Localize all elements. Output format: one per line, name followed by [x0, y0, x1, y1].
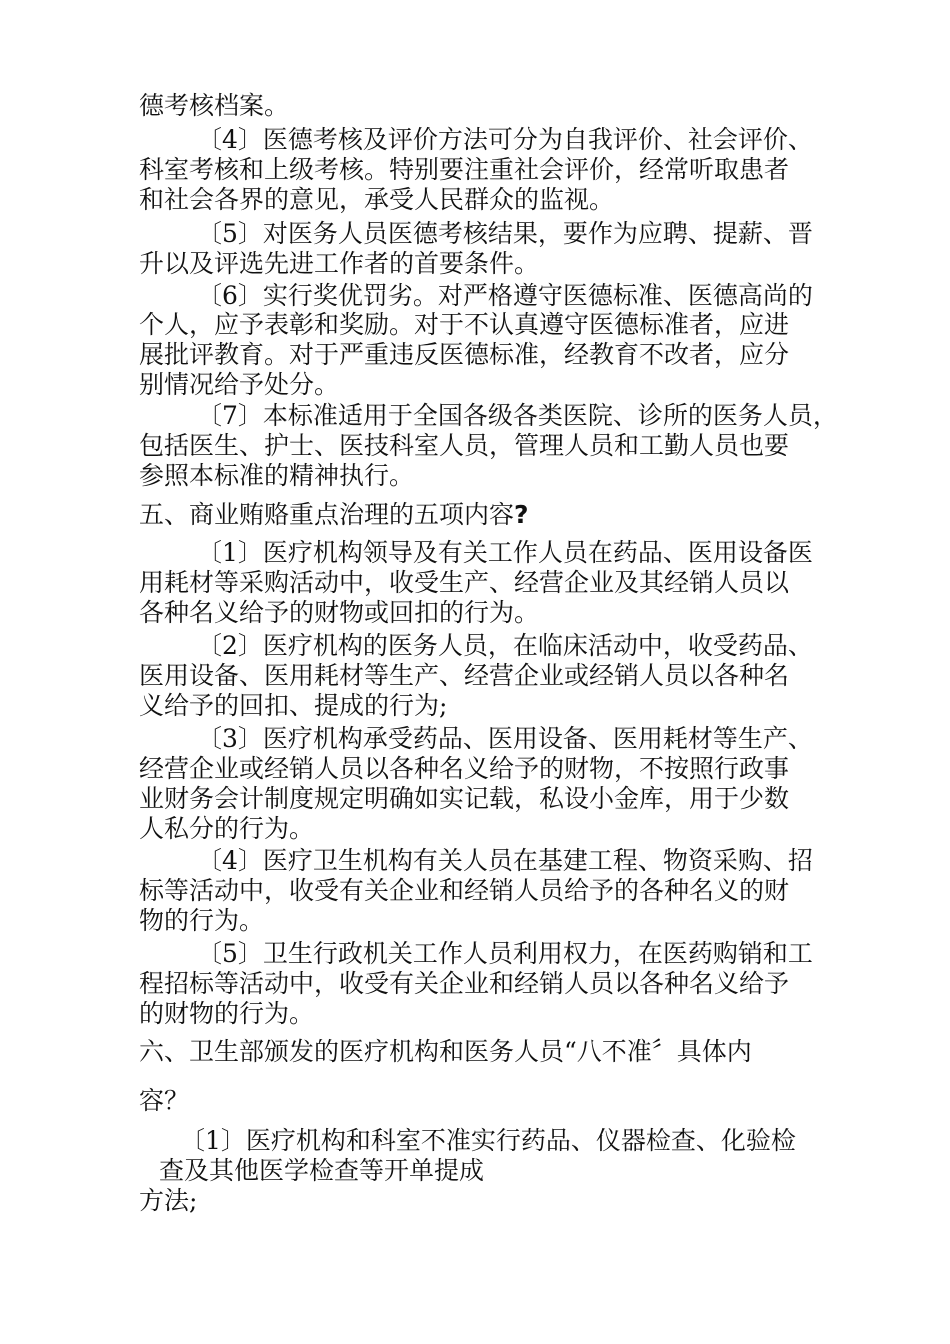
section-heading: 六、卫生部颁发的医疗机构和医务人员“八不准〞具体内 — [139, 1037, 752, 1066]
question-mark: ? — [514, 500, 529, 529]
text-line: 程招标等活动中，收受有关企业和经销人员以各种名义给予 — [139, 969, 790, 998]
text-line: 〔5〕对医务人员医德考核结果，要作为应聘、提薪、晋 — [197, 219, 813, 248]
text-line: 〔4〕医疗卫生机构有关人员在基建工程、物资采购、招 — [197, 846, 813, 875]
text-line: 〔7〕本标准适用于全国各级各类医院、诊所的医务人员， — [197, 401, 838, 430]
section-heading-text: 五、商业贿赂重点治理的五项内容 — [139, 500, 515, 529]
text-line: 〔4〕医德考核及评价方法可分为自我评价、社会评价、 — [197, 125, 813, 154]
text-line: 经营企业或经销人员以各种名义给予的财物，不按照行政事 — [139, 754, 790, 783]
text-line: 〔1〕医疗机构领导及有关工作人员在药品、医用设备医 — [197, 538, 813, 567]
text-line: 标等活动中，收受有关企业和经销人员给予的各种名义的财 — [139, 876, 790, 905]
text-line: 科室考核和上级考核。特别要注重社会评价，经常听取患者 — [139, 155, 790, 184]
section-heading-continued: 容？ — [139, 1086, 190, 1115]
text-line: 各种名义给予的财物或回扣的行为。 — [139, 598, 540, 627]
text-line: 物的行为。 — [139, 906, 265, 935]
text-line: 升以及评选先进工作者的首要条件。 — [139, 249, 540, 278]
text-line: 包括医生、护士、医技科室人员，管理人员和工勤人员也要 — [139, 431, 790, 460]
text-line: 〔2〕医疗机构的医务人员，在临床活动中，收受药品、 — [197, 631, 813, 660]
text-line: 〔3〕医疗机构承受药品、医用设备、医用耗材等生产、 — [197, 724, 813, 753]
text-line: 和社会各界的意见，承受人民群众的监视。 — [139, 185, 615, 214]
text-line: 医用设备、医用耗材等生产、经营企业或经销人员以各种名 — [139, 661, 790, 690]
text-line: 〔6〕实行奖优罚劣。对严格遵守医德标准、医德高尚的 — [197, 281, 813, 310]
text-line: 的财物的行为。 — [139, 999, 315, 1028]
text-line: 查及其他医学检查等开单提成 — [159, 1156, 485, 1185]
text-line: 个人，应予表彰和奖励。对于不认真遵守医德标准者，应进 — [139, 310, 790, 339]
text-line: 展批评教育。对于严重违反医德标准，经教育不改者，应分 — [139, 340, 790, 369]
text-line: 人私分的行为。 — [139, 814, 315, 843]
text-line: 〔5〕卫生行政机关工作人员利用权力，在医药购销和工 — [197, 939, 813, 968]
section-heading — [139, 500, 529, 530]
text-line: 参照本标准的精神执行。 — [139, 461, 415, 490]
text-line: 业财务会计制度规定明确如实记载，私设小金库，用于少数 — [139, 784, 790, 813]
text-line: 别情况给予处分。 — [139, 370, 340, 399]
text-line: 〔1〕医疗机构和科室不准实行药品、仪器检查、化验检 — [180, 1126, 796, 1155]
text-line: 用耗材等采购活动中，收受生产、经营企业及其经销人员以 — [139, 568, 790, 597]
text-line: 方法; — [139, 1186, 198, 1215]
text-line: 德考核档案。 — [139, 91, 290, 120]
text-line: 义给予的回扣、提成的行为; — [139, 691, 448, 720]
